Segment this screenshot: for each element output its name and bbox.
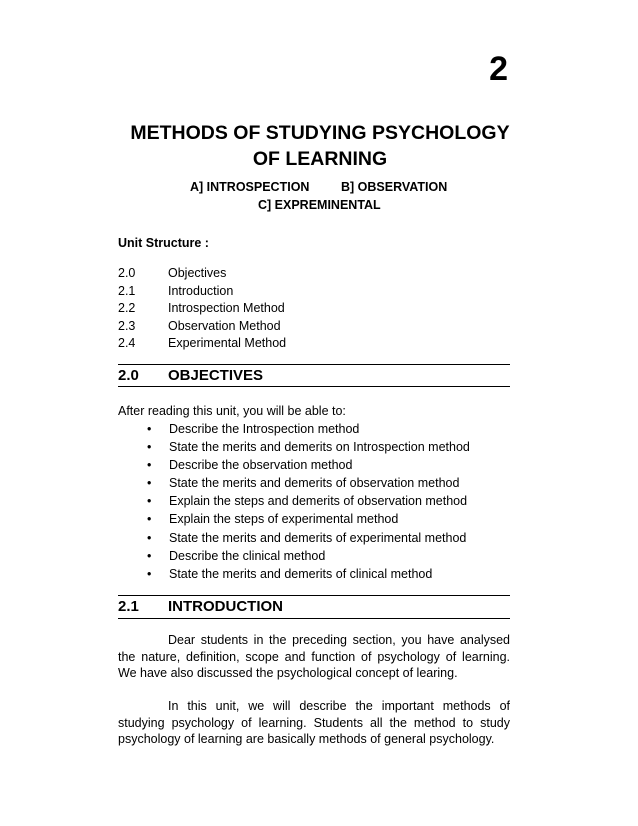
section-heading-introduction — [118, 598, 283, 615]
list-item — [147, 510, 517, 528]
list-item-text: Describe the observation method — [169, 458, 353, 473]
list-item-text: Describe the Introspection method — [169, 422, 360, 436]
introduction-paragraph-2 — [118, 698, 510, 748]
bullet-icon: • — [147, 512, 152, 527]
list-item — [147, 456, 517, 474]
paragraph-text: In this unit, we will describe the important methods of studying psychology of learning. Students all the method to study psychology of learning are basically methods of general psychology. — [118, 699, 510, 746]
chapter-number: 2 — [489, 50, 508, 88]
bullet-icon: • — [147, 530, 152, 545]
bullet-icon: • — [147, 566, 152, 581]
title-line-2: OF LEARNING — [252, 148, 388, 170]
unit-structure-list — [118, 265, 518, 353]
toc-item — [118, 335, 518, 353]
section-rule-top — [118, 364, 510, 365]
objectives-intro: After reading this unit, you will be able to: — [118, 404, 346, 418]
list-item-text: Describe the clinical method — [169, 548, 326, 563]
bullet-icon: • — [147, 458, 152, 473]
toc-item-label: Observation Method — [168, 318, 281, 333]
subtitle-introspection: A] INTROSPECTION — [190, 180, 310, 194]
list-item — [147, 529, 517, 547]
page-title — [118, 120, 522, 172]
toc-item — [118, 300, 518, 318]
list-item-text: State the merits and demerits of clinical method — [169, 566, 433, 581]
toc-item-label: Objectives — [168, 266, 227, 280]
unit-structure-label: Unit Structure : — [118, 236, 209, 250]
bullet-icon: • — [147, 422, 152, 436]
toc-item-label: Introspection Method — [168, 301, 285, 315]
list-item-text: State the merits and demerits of observation method — [169, 476, 460, 491]
section-rule-bottom — [118, 386, 510, 387]
introduction-paragraph-1 — [118, 632, 510, 682]
bullet-icon: • — [147, 476, 152, 491]
toc-item — [118, 283, 518, 301]
title-line-1: METHODS OF STUDYING PSYCHOLOGY — [130, 122, 510, 144]
section-title: OBJECTIVES — [168, 367, 264, 384]
list-item-text: Explain the steps and demerits of observation method — [169, 494, 468, 509]
toc-item — [118, 318, 518, 336]
subtitle-observation: B] OBSERVATION — [341, 180, 448, 194]
bullet-icon: • — [147, 548, 152, 563]
paragraph-text: Dear students in the preceding section, you have analysed the nature, definition, scope and function of psychology of learning. We have also discussed the psychological concept of learing. — [118, 633, 510, 680]
toc-item-number: 2.3 — [118, 318, 136, 333]
list-item — [147, 438, 517, 456]
list-item — [147, 420, 517, 438]
section-title: INTRODUCTION — [168, 598, 283, 615]
toc-item-label: Introduction — [168, 283, 234, 298]
section-number: 2.1 — [118, 598, 139, 615]
list-item-text: State the merits and demerits of experimental method — [169, 530, 467, 545]
section-number: 2.0 — [118, 367, 139, 384]
objectives-list — [147, 420, 517, 583]
section-heading-objectives — [118, 367, 263, 384]
list-item — [147, 547, 517, 565]
list-item-text: Explain the steps of experimental method — [169, 512, 399, 527]
list-item — [147, 474, 517, 492]
bullet-icon: • — [147, 440, 152, 455]
section-rule-top — [118, 595, 510, 596]
toc-item-number: 2.0 — [118, 266, 136, 280]
bullet-icon: • — [147, 494, 152, 509]
list-item — [147, 565, 517, 583]
toc-item-number: 2.1 — [118, 283, 136, 298]
section-rule-bottom — [118, 618, 510, 619]
toc-item-number: 2.4 — [118, 336, 136, 350]
toc-item — [118, 265, 518, 283]
toc-item-label: Experimental Method — [168, 336, 287, 350]
list-item — [147, 492, 517, 510]
subtitle-experimental: C] EXPREMINENTAL — [258, 198, 381, 212]
toc-item-number: 2.2 — [118, 301, 136, 315]
list-item-text: State the merits and demerits on Introspection method — [169, 440, 470, 455]
